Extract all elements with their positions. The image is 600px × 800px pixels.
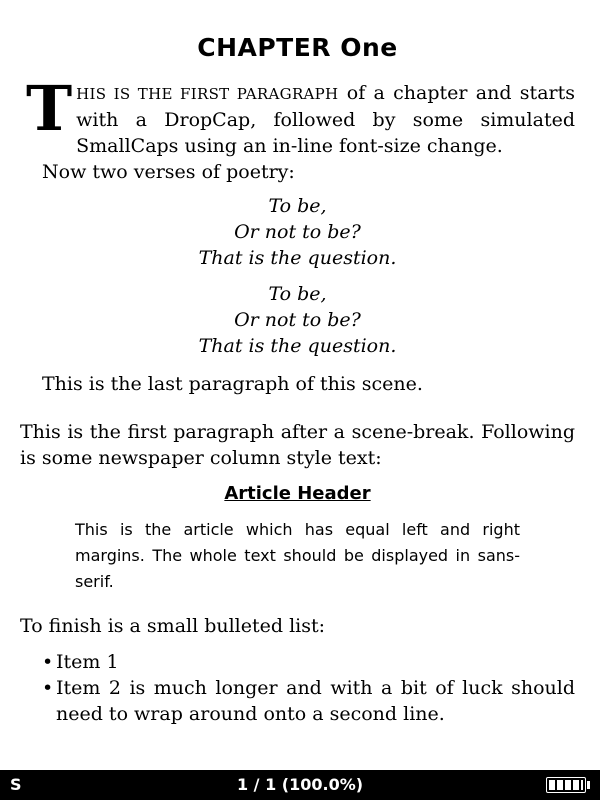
scene-break-paragraph: This is the first paragraph after a scene-break. Following is some newspaper column style text: bbox=[20, 421, 575, 469]
last-scene-paragraph: This is the last paragraph of this scene. bbox=[42, 373, 423, 395]
article-body: This is the article which has equal left and right margins. The whole text should be displayed in sans-serif. bbox=[75, 520, 520, 591]
poem-line: To be, bbox=[268, 283, 327, 305]
poem-line: To be, bbox=[268, 195, 327, 217]
poetry-intro: Now two verses of poetry: bbox=[42, 161, 295, 183]
chapter-title: CHAPTER One bbox=[197, 33, 398, 62]
bullet-icon: • bbox=[42, 677, 54, 699]
bulleted-list bbox=[20, 649, 575, 727]
poem-line: Or not to be? bbox=[234, 221, 361, 243]
article-header: Article Header bbox=[224, 483, 371, 504]
status-bar bbox=[0, 770, 600, 800]
list-item bbox=[42, 675, 575, 727]
poem-line: Or not to be? bbox=[234, 309, 361, 331]
battery-body bbox=[546, 777, 586, 793]
poem-line: That is the question. bbox=[198, 247, 397, 269]
battery-tip bbox=[587, 781, 590, 789]
dropcap: T bbox=[26, 72, 73, 145]
reader-page bbox=[20, 0, 575, 770]
poem-line: That is the question. bbox=[198, 335, 397, 357]
list-item-text: Item 1 bbox=[56, 651, 119, 673]
battery-level-fill bbox=[549, 780, 583, 790]
list-item-text: Item 2 is much longer and with a bit of luck should need to wrap around onto a second line. bbox=[56, 677, 575, 725]
smallcaps-text: HIS IS THE FIRST PARAGRAPH bbox=[76, 85, 339, 103]
finish-paragraph: To finish is a small bulleted list: bbox=[20, 615, 326, 637]
status-left-label[interactable]: S bbox=[10, 775, 22, 794]
battery-icon bbox=[546, 777, 590, 793]
list-item bbox=[42, 649, 575, 675]
first-paragraph bbox=[20, 72, 575, 159]
bullet-icon: • bbox=[42, 651, 54, 673]
page-progress: 1 / 1 (100.0%) bbox=[236, 775, 364, 794]
poem-verse-2 bbox=[20, 281, 575, 359]
poem-verse-1 bbox=[20, 193, 575, 271]
first-paragraph-rest: of a chapter and starts with a DropCap, followed by some simulated SmallCaps using an in-line font-size change. bbox=[76, 82, 575, 157]
